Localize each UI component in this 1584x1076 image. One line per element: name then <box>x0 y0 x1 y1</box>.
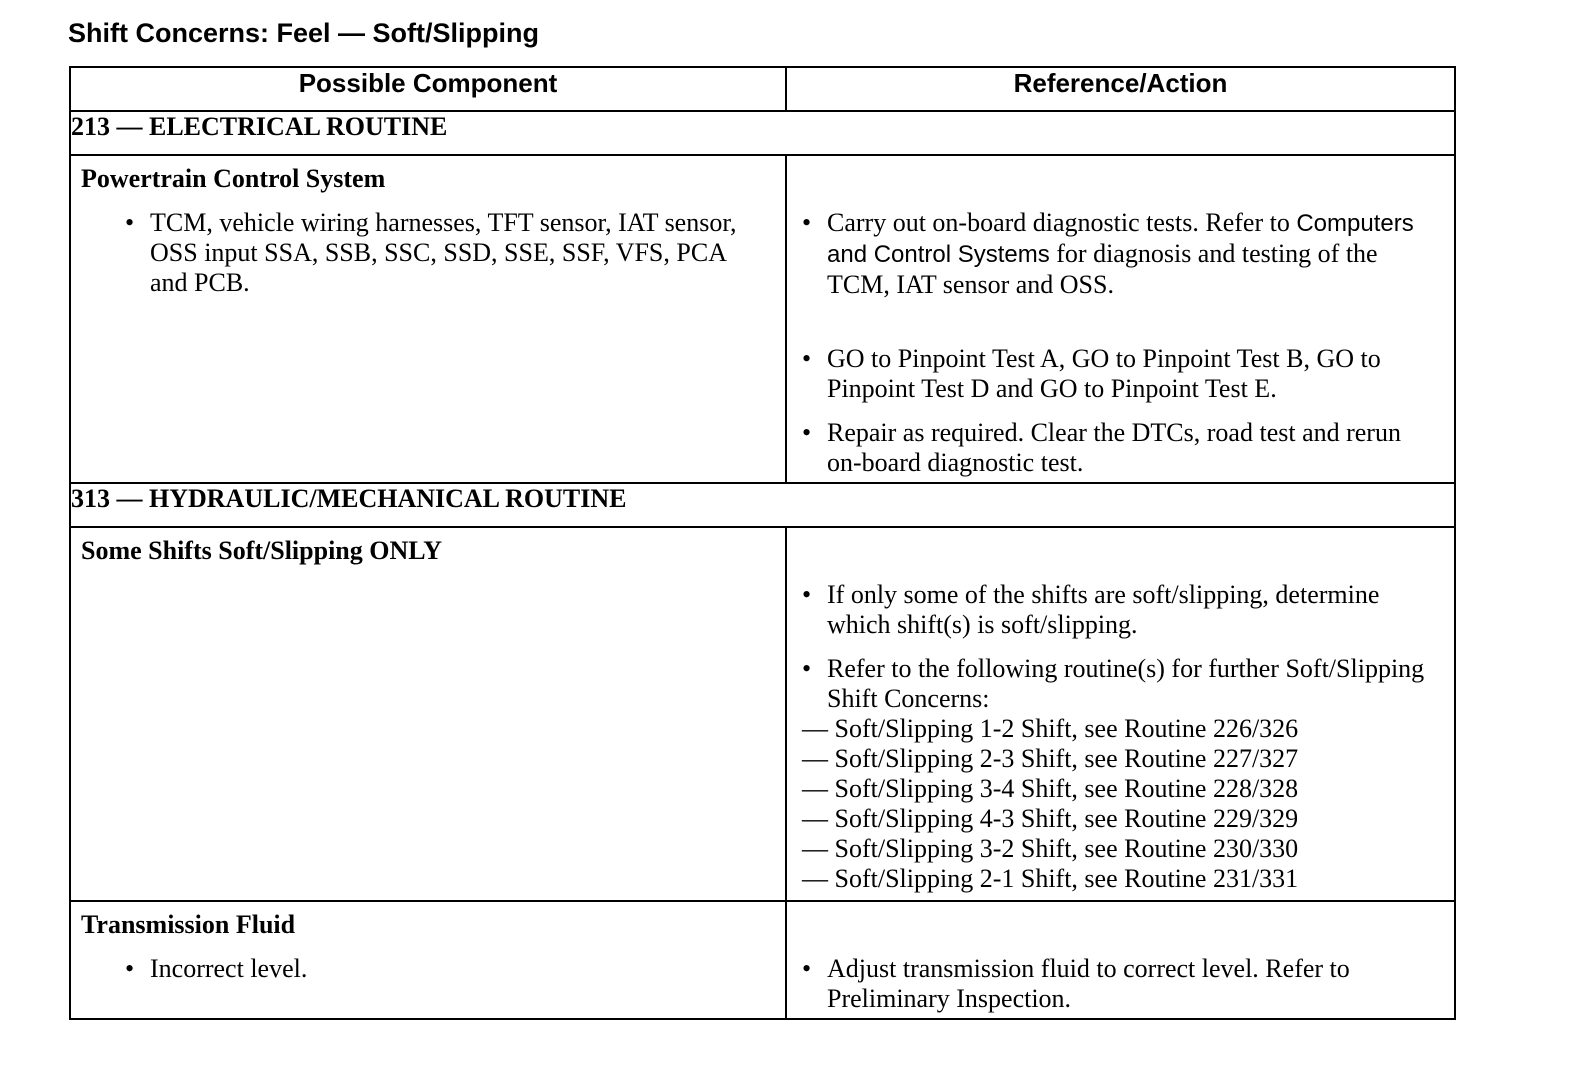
reference-link-computers[interactable]: Computers and Control Systems <box>827 210 1414 268</box>
component-list-fluid <box>71 954 785 984</box>
component-cell-fluid <box>70 901 786 1019</box>
header-possible-component: Possible Component <box>70 67 786 111</box>
page-title: Shift Concerns: Feel — Soft/Slipping <box>68 18 540 48</box>
action-text: Carry out on-board diagnostic tests. Refer to <box>827 208 1290 237</box>
component-bullet-fluid: • Incorrect level. <box>150 954 765 984</box>
sublist-item: — Soft/Slipping 2-3 Shift, see Routine 227/327 <box>802 744 1299 773</box>
action-text: for diagnosis and testing of the TCM, IAT sensor and OSS. <box>827 239 1378 299</box>
routine-213-heading: 213 — ELECTRICAL ROUTINE <box>70 111 1455 155</box>
action-list-fluid <box>787 954 1454 1014</box>
table-row <box>70 527 1455 901</box>
sublist-item: — Soft/Slipping 3-4 Shift, see Routine 228/328 <box>802 774 1299 803</box>
action-cell-fluid <box>786 901 1455 1019</box>
action-cell-some-shifts <box>786 527 1455 901</box>
action-cell-pcs <box>786 155 1455 483</box>
component-title-fluid: Transmission Fluid <box>81 910 296 939</box>
table-row <box>70 155 1455 483</box>
action-list-pcs <box>787 208 1454 478</box>
routine-row-213 <box>70 111 1455 155</box>
sublist-item: — Soft/Slipping 2-1 Shift, see Routine 231/331 <box>802 864 1299 893</box>
action-item <box>827 208 1438 300</box>
action-list-some-shifts <box>787 580 1454 894</box>
action-item: • Repair as required. Clear the DTCs, road test and rerun on-board diagnostic test. <box>827 418 1438 478</box>
header-reference-action: Reference/Action <box>786 67 1455 111</box>
component-cell-pcs <box>70 155 786 483</box>
action-item: • GO to Pinpoint Test A, GO to Pinpoint Test B, GO to Pinpoint Test D and GO to Pinpoint Test E. <box>827 344 1438 404</box>
header-row <box>70 67 1455 111</box>
component-cell-some-shifts <box>70 527 786 901</box>
component-title-pcs: Powertrain Control System <box>81 164 386 193</box>
table-row <box>70 901 1455 1019</box>
component-list-pcs <box>71 208 785 298</box>
routine-row-313 <box>70 483 1455 527</box>
action-item: • Adjust transmission fluid to correct level. Refer to Preliminary Inspection. <box>827 954 1438 1014</box>
routine-sublist <box>802 714 1438 894</box>
action-item: • If only some of the shifts are soft/slipping, determine which shift(s) is soft/slipping. <box>827 580 1438 640</box>
component-bullet-pcs: • TCM, vehicle wiring harnesses, TFT sensor, IAT sensor, OSS input SSA, SSB, SSC, SSD, SSE, SSF, VFS, PCA and PCB. <box>150 208 765 298</box>
diagnostic-table <box>69 66 1456 1020</box>
component-title-some-shifts: Some Shifts Soft/Slipping ONLY <box>81 536 442 565</box>
sublist-item: — Soft/Slipping 3-2 Shift, see Routine 230/330 <box>802 834 1299 863</box>
action-item <box>802 654 1438 894</box>
sublist-item: — Soft/Slipping 1-2 Shift, see Routine 226/326 <box>802 714 1299 743</box>
action-text: Refer to the following routine(s) for further Soft/Slipping Shift Concerns: <box>827 654 1425 713</box>
routine-313-heading: 313 — HYDRAULIC/MECHANICAL ROUTINE <box>70 483 1455 527</box>
sublist-item: — Soft/Slipping 4-3 Shift, see Routine 229/329 <box>802 804 1299 833</box>
